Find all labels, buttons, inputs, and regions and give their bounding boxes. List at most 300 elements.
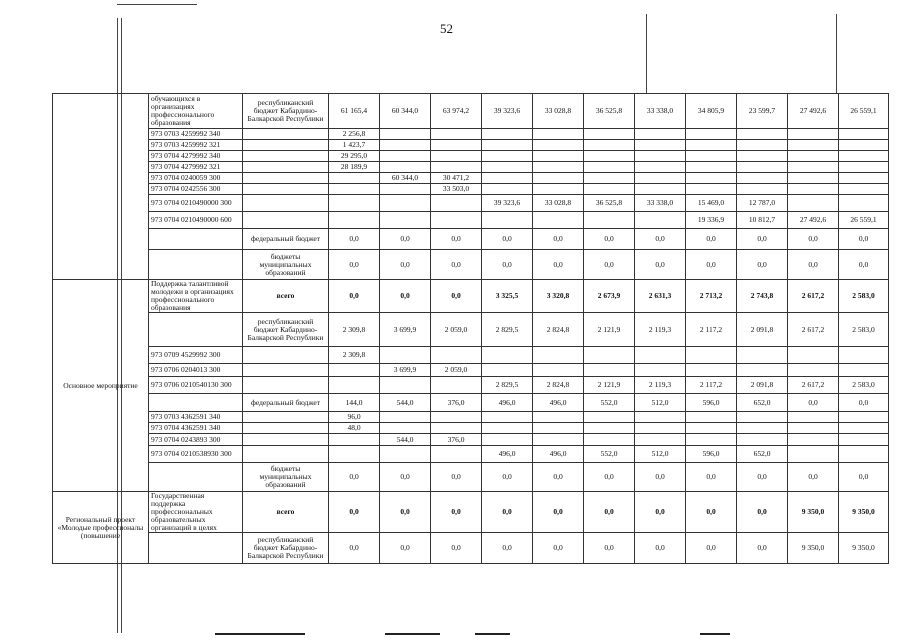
value-cell bbox=[329, 446, 380, 463]
value-cell bbox=[839, 412, 889, 423]
value-cell bbox=[431, 140, 482, 151]
value-cell: 0,0 bbox=[533, 463, 584, 492]
value-cell: 0,0 bbox=[839, 250, 889, 280]
value-cell: 552,0 bbox=[584, 394, 635, 412]
budget-code-cell: 973 0703 4259992 321 bbox=[149, 140, 243, 151]
value-cell bbox=[329, 434, 380, 446]
value-cell bbox=[533, 151, 584, 162]
group-label-cell: Основное мероприятие bbox=[53, 280, 149, 492]
value-cell: 0,0 bbox=[839, 463, 889, 492]
table-row bbox=[53, 151, 889, 162]
source-cell bbox=[243, 446, 329, 463]
value-cell: 0,0 bbox=[584, 229, 635, 250]
value-cell: 9 350,0 bbox=[788, 492, 839, 533]
value-cell: 0,0 bbox=[431, 229, 482, 250]
value-cell: 0,0 bbox=[329, 250, 380, 280]
value-cell bbox=[839, 173, 889, 184]
value-cell: 3 325,5 bbox=[482, 280, 533, 313]
value-cell: 96,0 bbox=[329, 412, 380, 423]
value-cell: 10 812,7 bbox=[737, 212, 788, 229]
value-cell bbox=[584, 140, 635, 151]
table-row bbox=[53, 446, 889, 463]
budget-code-cell: 973 0703 4362591 340 bbox=[149, 412, 243, 423]
source-cell bbox=[243, 212, 329, 229]
table-row bbox=[53, 364, 889, 377]
value-cell: 2 119,3 bbox=[635, 377, 686, 394]
value-cell: 36 525,8 bbox=[584, 94, 635, 129]
source-cell: бюджеты муниципальных образований bbox=[243, 463, 329, 492]
source-cell: всего bbox=[243, 492, 329, 533]
value-cell bbox=[482, 212, 533, 229]
value-cell bbox=[533, 412, 584, 423]
value-cell bbox=[737, 364, 788, 377]
table-row bbox=[53, 94, 889, 129]
value-cell: 0,0 bbox=[533, 250, 584, 280]
value-cell: 376,0 bbox=[431, 394, 482, 412]
value-cell: 0,0 bbox=[635, 250, 686, 280]
value-cell bbox=[839, 140, 889, 151]
value-cell bbox=[839, 184, 889, 195]
table-row bbox=[53, 173, 889, 184]
value-cell: 60 344,0 bbox=[380, 173, 431, 184]
value-cell bbox=[737, 184, 788, 195]
value-cell bbox=[788, 162, 839, 173]
value-cell bbox=[839, 162, 889, 173]
value-cell: 0,0 bbox=[737, 533, 788, 564]
table-row bbox=[53, 250, 889, 280]
source-cell bbox=[243, 423, 329, 434]
value-cell: 0,0 bbox=[788, 394, 839, 412]
table-row bbox=[53, 140, 889, 151]
value-cell: 2 829,5 bbox=[482, 313, 533, 347]
source-cell: республиканский бюджет Кабардино-Балкарской Республики bbox=[243, 313, 329, 347]
value-cell: 3 699,9 bbox=[380, 313, 431, 347]
budget-code-cell: 973 0704 4362591 340 bbox=[149, 423, 243, 434]
value-cell bbox=[788, 423, 839, 434]
value-cell: 0,0 bbox=[635, 492, 686, 533]
value-cell bbox=[482, 129, 533, 140]
value-cell: 0,0 bbox=[839, 394, 889, 412]
value-cell: 2 059,0 bbox=[431, 364, 482, 377]
value-cell: 2 256,8 bbox=[329, 129, 380, 140]
value-cell: 9 350,0 bbox=[839, 533, 889, 564]
value-cell: 34 805,9 bbox=[686, 94, 737, 129]
value-cell: 48,0 bbox=[329, 423, 380, 434]
value-cell bbox=[788, 446, 839, 463]
value-cell bbox=[839, 151, 889, 162]
value-cell: 2 117,2 bbox=[686, 377, 737, 394]
source-cell bbox=[243, 434, 329, 446]
value-cell bbox=[482, 364, 533, 377]
value-cell: 512,0 bbox=[635, 446, 686, 463]
value-cell: 39 323,6 bbox=[482, 195, 533, 212]
value-cell: 0,0 bbox=[380, 250, 431, 280]
value-cell: 2 713,2 bbox=[686, 280, 737, 313]
value-cell: 0,0 bbox=[380, 533, 431, 564]
value-cell bbox=[686, 347, 737, 364]
value-cell bbox=[635, 173, 686, 184]
budget-code-cell: 973 0703 4259992 340 bbox=[149, 129, 243, 140]
value-cell: 2 091,8 bbox=[737, 377, 788, 394]
value-cell bbox=[380, 129, 431, 140]
program-name-cell bbox=[149, 394, 243, 412]
value-cell: 496,0 bbox=[482, 446, 533, 463]
value-cell bbox=[635, 434, 686, 446]
value-cell: 0,0 bbox=[686, 250, 737, 280]
bottom-edge-line bbox=[215, 633, 305, 635]
value-cell: 0,0 bbox=[533, 492, 584, 533]
value-cell bbox=[431, 212, 482, 229]
table-row bbox=[53, 162, 889, 173]
value-cell: 0,0 bbox=[431, 533, 482, 564]
value-cell bbox=[380, 377, 431, 394]
value-cell bbox=[584, 434, 635, 446]
program-name-cell: Поддержка талантливой молодежи в организациях профессионального образования bbox=[149, 280, 243, 313]
value-cell: 596,0 bbox=[686, 394, 737, 412]
value-cell bbox=[431, 151, 482, 162]
source-cell: федеральный бюджет bbox=[243, 229, 329, 250]
value-cell: 552,0 bbox=[584, 446, 635, 463]
table-row bbox=[53, 377, 889, 394]
value-cell bbox=[737, 434, 788, 446]
value-cell: 512,0 bbox=[635, 394, 686, 412]
value-cell bbox=[737, 151, 788, 162]
value-cell: 0,0 bbox=[431, 463, 482, 492]
value-cell: 0,0 bbox=[329, 533, 380, 564]
value-cell bbox=[635, 212, 686, 229]
value-cell: 0,0 bbox=[482, 492, 533, 533]
value-cell bbox=[533, 162, 584, 173]
value-cell: 0,0 bbox=[380, 280, 431, 313]
value-cell bbox=[635, 364, 686, 377]
value-cell bbox=[329, 364, 380, 377]
value-cell bbox=[686, 162, 737, 173]
value-cell: 0,0 bbox=[686, 492, 737, 533]
source-cell bbox=[243, 347, 329, 364]
value-cell: 0,0 bbox=[431, 280, 482, 313]
value-cell bbox=[431, 129, 482, 140]
value-cell: 0,0 bbox=[329, 229, 380, 250]
value-cell: 0,0 bbox=[380, 492, 431, 533]
value-cell bbox=[482, 184, 533, 195]
value-cell bbox=[380, 151, 431, 162]
value-cell bbox=[584, 423, 635, 434]
value-cell bbox=[635, 347, 686, 364]
value-cell: 144,0 bbox=[329, 394, 380, 412]
value-cell bbox=[380, 195, 431, 212]
value-cell: 376,0 bbox=[431, 434, 482, 446]
value-cell: 2 121,9 bbox=[584, 377, 635, 394]
budget-code-cell: 973 0704 0242556 300 bbox=[149, 184, 243, 195]
budget-code-cell: 973 0706 0204013 300 bbox=[149, 364, 243, 377]
value-cell bbox=[533, 364, 584, 377]
value-cell: 0,0 bbox=[431, 250, 482, 280]
value-cell: 0,0 bbox=[584, 250, 635, 280]
value-cell: 63 974,2 bbox=[431, 94, 482, 129]
value-cell bbox=[431, 423, 482, 434]
source-cell bbox=[243, 377, 329, 394]
value-cell bbox=[737, 129, 788, 140]
budget-code-cell: 973 0704 4279992 340 bbox=[149, 151, 243, 162]
source-cell bbox=[243, 364, 329, 377]
value-cell: 36 525,8 bbox=[584, 195, 635, 212]
value-cell bbox=[533, 173, 584, 184]
bottom-edge-line bbox=[700, 633, 730, 635]
value-cell bbox=[788, 412, 839, 423]
value-cell bbox=[839, 364, 889, 377]
value-cell: 0,0 bbox=[737, 463, 788, 492]
table-row bbox=[53, 533, 889, 564]
value-cell bbox=[788, 347, 839, 364]
value-cell: 27 492,6 bbox=[788, 94, 839, 129]
value-cell bbox=[686, 184, 737, 195]
value-cell: 0,0 bbox=[584, 533, 635, 564]
table-row bbox=[53, 313, 889, 347]
value-cell: 0,0 bbox=[584, 492, 635, 533]
source-cell bbox=[243, 195, 329, 212]
value-cell: 544,0 bbox=[380, 394, 431, 412]
value-cell bbox=[329, 184, 380, 195]
value-cell: 0,0 bbox=[788, 463, 839, 492]
value-cell: 33 503,0 bbox=[431, 184, 482, 195]
value-cell bbox=[686, 151, 737, 162]
value-cell bbox=[380, 184, 431, 195]
program-name-cell bbox=[149, 229, 243, 250]
value-cell bbox=[788, 434, 839, 446]
value-cell bbox=[584, 184, 635, 195]
value-cell: 3 320,8 bbox=[533, 280, 584, 313]
value-cell: 0,0 bbox=[635, 229, 686, 250]
bottom-edge-line bbox=[385, 633, 440, 635]
value-cell: 2 617,2 bbox=[788, 280, 839, 313]
value-cell: 0,0 bbox=[482, 229, 533, 250]
value-cell bbox=[635, 412, 686, 423]
source-cell bbox=[243, 151, 329, 162]
value-cell: 33 338,0 bbox=[635, 195, 686, 212]
value-cell: 2 121,9 bbox=[584, 313, 635, 347]
value-cell: 2 059,0 bbox=[431, 313, 482, 347]
program-name-cell bbox=[149, 250, 243, 280]
value-cell bbox=[482, 140, 533, 151]
value-cell bbox=[431, 195, 482, 212]
value-cell bbox=[737, 347, 788, 364]
value-cell: 0,0 bbox=[329, 463, 380, 492]
value-cell: 19 336,9 bbox=[686, 212, 737, 229]
value-cell bbox=[737, 173, 788, 184]
value-cell bbox=[329, 173, 380, 184]
value-cell: 26 559,1 bbox=[839, 94, 889, 129]
value-cell bbox=[686, 412, 737, 423]
source-cell: бюджеты муниципальных образований bbox=[243, 250, 329, 280]
value-cell bbox=[584, 412, 635, 423]
value-cell bbox=[686, 434, 737, 446]
value-cell bbox=[329, 212, 380, 229]
value-cell bbox=[533, 140, 584, 151]
group-label-cell: Региональный проект «Молодые профессионалы (повышение bbox=[53, 492, 149, 564]
value-cell: 2 617,2 bbox=[788, 313, 839, 347]
value-cell: 33 028,8 bbox=[533, 195, 584, 212]
value-cell: 596,0 bbox=[686, 446, 737, 463]
value-cell bbox=[788, 173, 839, 184]
value-cell bbox=[431, 446, 482, 463]
value-cell: 33 028,8 bbox=[533, 94, 584, 129]
program-name-cell: обучающихся в организациях профессионального образования bbox=[149, 94, 243, 129]
value-cell bbox=[635, 151, 686, 162]
value-cell: 23 599,7 bbox=[737, 94, 788, 129]
value-cell: 0,0 bbox=[380, 229, 431, 250]
value-cell: 544,0 bbox=[380, 434, 431, 446]
value-cell bbox=[635, 140, 686, 151]
value-cell bbox=[686, 364, 737, 377]
value-cell: 2 309,8 bbox=[329, 313, 380, 347]
value-cell bbox=[584, 151, 635, 162]
value-cell: 30 471,2 bbox=[431, 173, 482, 184]
value-cell bbox=[584, 347, 635, 364]
table-row bbox=[53, 492, 889, 533]
source-cell bbox=[243, 184, 329, 195]
value-cell: 2 309,8 bbox=[329, 347, 380, 364]
value-cell: 0,0 bbox=[329, 280, 380, 313]
value-cell bbox=[839, 434, 889, 446]
value-cell bbox=[686, 129, 737, 140]
value-cell bbox=[788, 184, 839, 195]
value-cell: 0,0 bbox=[533, 533, 584, 564]
value-cell bbox=[533, 129, 584, 140]
value-cell: 2 829,5 bbox=[482, 377, 533, 394]
value-cell: 28 189,9 bbox=[329, 162, 380, 173]
value-cell: 2 824,8 bbox=[533, 377, 584, 394]
bottom-edge-line bbox=[475, 633, 510, 635]
value-cell bbox=[482, 162, 533, 173]
page-number: 52 bbox=[440, 21, 453, 36]
value-cell: 0,0 bbox=[788, 250, 839, 280]
value-cell bbox=[839, 195, 889, 212]
source-cell: республиканский бюджет Кабардино-Балкарской Республики bbox=[243, 94, 329, 129]
value-cell: 0,0 bbox=[737, 250, 788, 280]
value-cell: 2 824,8 bbox=[533, 313, 584, 347]
value-cell: 0,0 bbox=[839, 229, 889, 250]
value-cell bbox=[482, 151, 533, 162]
value-cell bbox=[788, 364, 839, 377]
budget-code-cell: 973 0704 4279992 321 bbox=[149, 162, 243, 173]
table-row bbox=[53, 184, 889, 195]
table-row bbox=[53, 212, 889, 229]
table-row bbox=[53, 394, 889, 412]
value-cell bbox=[584, 364, 635, 377]
budget-code-cell: 973 0704 0210490000 600 bbox=[149, 212, 243, 229]
value-cell bbox=[482, 412, 533, 423]
value-cell: 0,0 bbox=[686, 229, 737, 250]
group-label-cell bbox=[53, 94, 149, 280]
value-cell bbox=[686, 140, 737, 151]
value-cell bbox=[431, 347, 482, 364]
value-cell: 0,0 bbox=[482, 463, 533, 492]
value-cell: 26 559,1 bbox=[839, 212, 889, 229]
value-cell bbox=[329, 377, 380, 394]
value-cell: 39 323,6 bbox=[482, 94, 533, 129]
value-cell: 0,0 bbox=[482, 250, 533, 280]
value-cell bbox=[839, 446, 889, 463]
value-cell bbox=[380, 347, 431, 364]
value-cell: 2 743,8 bbox=[737, 280, 788, 313]
source-cell bbox=[243, 140, 329, 151]
value-cell: 0,0 bbox=[380, 463, 431, 492]
value-cell: 0,0 bbox=[788, 229, 839, 250]
table-row bbox=[53, 229, 889, 250]
source-cell: федеральный бюджет bbox=[243, 394, 329, 412]
value-cell: 2 631,3 bbox=[635, 280, 686, 313]
value-cell: 1 423,7 bbox=[329, 140, 380, 151]
value-cell bbox=[839, 347, 889, 364]
value-cell bbox=[788, 129, 839, 140]
budget-code-cell: 973 0704 0240059 300 bbox=[149, 173, 243, 184]
value-cell: 0,0 bbox=[584, 463, 635, 492]
value-cell: 29 295,0 bbox=[329, 151, 380, 162]
value-cell bbox=[686, 423, 737, 434]
value-cell: 0,0 bbox=[533, 229, 584, 250]
source-cell: всего bbox=[243, 280, 329, 313]
value-cell: 61 165,4 bbox=[329, 94, 380, 129]
table-row bbox=[53, 280, 889, 313]
table-row bbox=[53, 463, 889, 492]
value-cell bbox=[329, 195, 380, 212]
value-cell: 9 350,0 bbox=[839, 492, 889, 533]
value-cell bbox=[584, 162, 635, 173]
value-cell: 2 117,2 bbox=[686, 313, 737, 347]
value-cell bbox=[380, 412, 431, 423]
value-cell: 2 617,2 bbox=[788, 377, 839, 394]
value-cell bbox=[380, 212, 431, 229]
value-cell bbox=[482, 173, 533, 184]
value-cell: 2 583,0 bbox=[839, 313, 889, 347]
value-cell bbox=[788, 195, 839, 212]
value-cell: 2 583,0 bbox=[839, 280, 889, 313]
value-cell: 0,0 bbox=[635, 463, 686, 492]
value-cell: 496,0 bbox=[482, 394, 533, 412]
source-cell bbox=[243, 162, 329, 173]
value-cell: 15 469,0 bbox=[686, 195, 737, 212]
value-cell bbox=[431, 377, 482, 394]
value-cell bbox=[737, 412, 788, 423]
value-cell bbox=[788, 140, 839, 151]
value-cell bbox=[482, 423, 533, 434]
value-cell: 0,0 bbox=[431, 492, 482, 533]
value-cell: 0,0 bbox=[482, 533, 533, 564]
value-cell: 0,0 bbox=[686, 533, 737, 564]
margin-line-right bbox=[646, 14, 647, 94]
value-cell bbox=[533, 212, 584, 229]
budget-table bbox=[52, 93, 889, 564]
value-cell: 27 492,6 bbox=[788, 212, 839, 229]
value-cell bbox=[380, 423, 431, 434]
budget-code-cell: 973 0704 0243893 300 bbox=[149, 434, 243, 446]
value-cell: 9 350,0 bbox=[788, 533, 839, 564]
source-cell bbox=[243, 129, 329, 140]
margin-line-right-2 bbox=[836, 14, 837, 94]
value-cell bbox=[788, 151, 839, 162]
value-cell: 0,0 bbox=[635, 533, 686, 564]
value-cell bbox=[533, 347, 584, 364]
value-cell bbox=[482, 347, 533, 364]
value-cell bbox=[635, 129, 686, 140]
value-cell: 2 673,9 bbox=[584, 280, 635, 313]
table-body bbox=[53, 94, 889, 564]
table-row bbox=[53, 195, 889, 212]
value-cell bbox=[533, 423, 584, 434]
value-cell bbox=[533, 434, 584, 446]
value-cell: 2 583,0 bbox=[839, 377, 889, 394]
program-name-cell: Государственная поддержка профессиональных образовательных организаций в целях bbox=[149, 492, 243, 533]
